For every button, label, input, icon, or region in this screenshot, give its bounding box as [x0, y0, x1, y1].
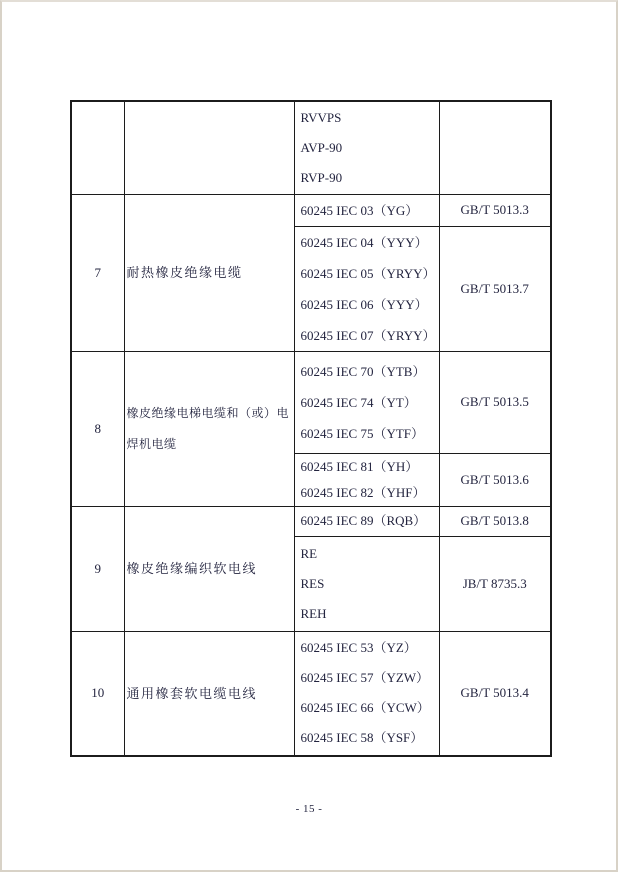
cable-name-cell: 通用橡套软电缆电线 [124, 631, 294, 756]
cable-name-cell-empty [124, 101, 294, 194]
cable-standards-table [70, 100, 552, 757]
table-row [71, 631, 551, 756]
model-codes-cell [294, 453, 439, 506]
model-code: 60245 IEC 58（YSF） [300, 730, 424, 746]
model-code: 60245 IEC 57（YZW） [300, 670, 430, 686]
model-code: 60245 IEC 03（YG） [300, 202, 419, 218]
standard-cell: JB/T 8735.3 [439, 536, 551, 631]
model-code: 60245 IEC 70（YTB） [300, 363, 426, 379]
standard-cell: GB/T 5013.8 [439, 506, 551, 536]
standard-cell: GB/T 5013.3 [439, 194, 551, 226]
standard-cell: GB/T 5013.4 [439, 631, 551, 756]
model-code: 60245 IEC 06（YYY） [300, 296, 428, 312]
model-code: 60245 IEC 05（YRYY） [300, 265, 436, 281]
model-codes-cell [294, 506, 439, 536]
model-codes-cell [294, 351, 439, 453]
model-codes-cell [294, 194, 439, 226]
standard-cell: GB/T 5013.7 [439, 226, 551, 351]
table-row [71, 506, 551, 536]
cable-name-cell: 橡皮绝缘电梯电缆和（或）电焊机电缆 [124, 351, 294, 506]
table-row [71, 351, 551, 453]
model-code: 60245 IEC 89（RQB） [300, 513, 427, 528]
model-codes-cell [294, 101, 439, 194]
model-code: RES [300, 575, 325, 591]
model-code: 60245 IEC 74（YT） [300, 394, 417, 410]
row-number-cell: 9 [71, 506, 124, 631]
model-code: RVP-90 [300, 169, 343, 185]
model-code: AVP-90 [300, 139, 343, 155]
model-codes-cell [294, 226, 439, 351]
standard-cell: GB/T 5013.6 [439, 453, 551, 506]
page-number: - 15 - [295, 803, 323, 815]
model-code: 60245 IEC 07（YRYY） [300, 327, 436, 343]
cable-name-cell: 耐热橡皮绝缘电缆 [124, 194, 294, 351]
model-code: 60245 IEC 66（YCW） [300, 700, 430, 716]
standard-cell: GB/T 5013.5 [439, 351, 551, 453]
row-number-cell: 10 [71, 631, 124, 756]
row-number-cell: 8 [71, 351, 124, 506]
model-code: REH [300, 605, 327, 621]
standard-cell-empty [439, 101, 551, 194]
model-code: 60245 IEC 82（YHF） [300, 484, 426, 500]
model-code: 60245 IEC 53（YZ） [300, 640, 417, 656]
model-code: RVVPS [300, 109, 342, 125]
table-row [71, 101, 551, 194]
model-code: RE [300, 545, 318, 561]
model-code: 60245 IEC 04（YYY） [300, 234, 428, 250]
model-code: 60245 IEC 75（YTF） [300, 425, 425, 441]
model-code: 60245 IEC 81（YH） [300, 458, 419, 474]
table-row [71, 194, 551, 226]
row-number-cell: 7 [71, 194, 124, 351]
row-number-cell-empty [71, 101, 124, 194]
model-codes-cell [294, 631, 439, 756]
model-codes-cell [294, 536, 439, 631]
cable-name-cell: 橡皮绝缘编织软电线 [124, 506, 294, 631]
